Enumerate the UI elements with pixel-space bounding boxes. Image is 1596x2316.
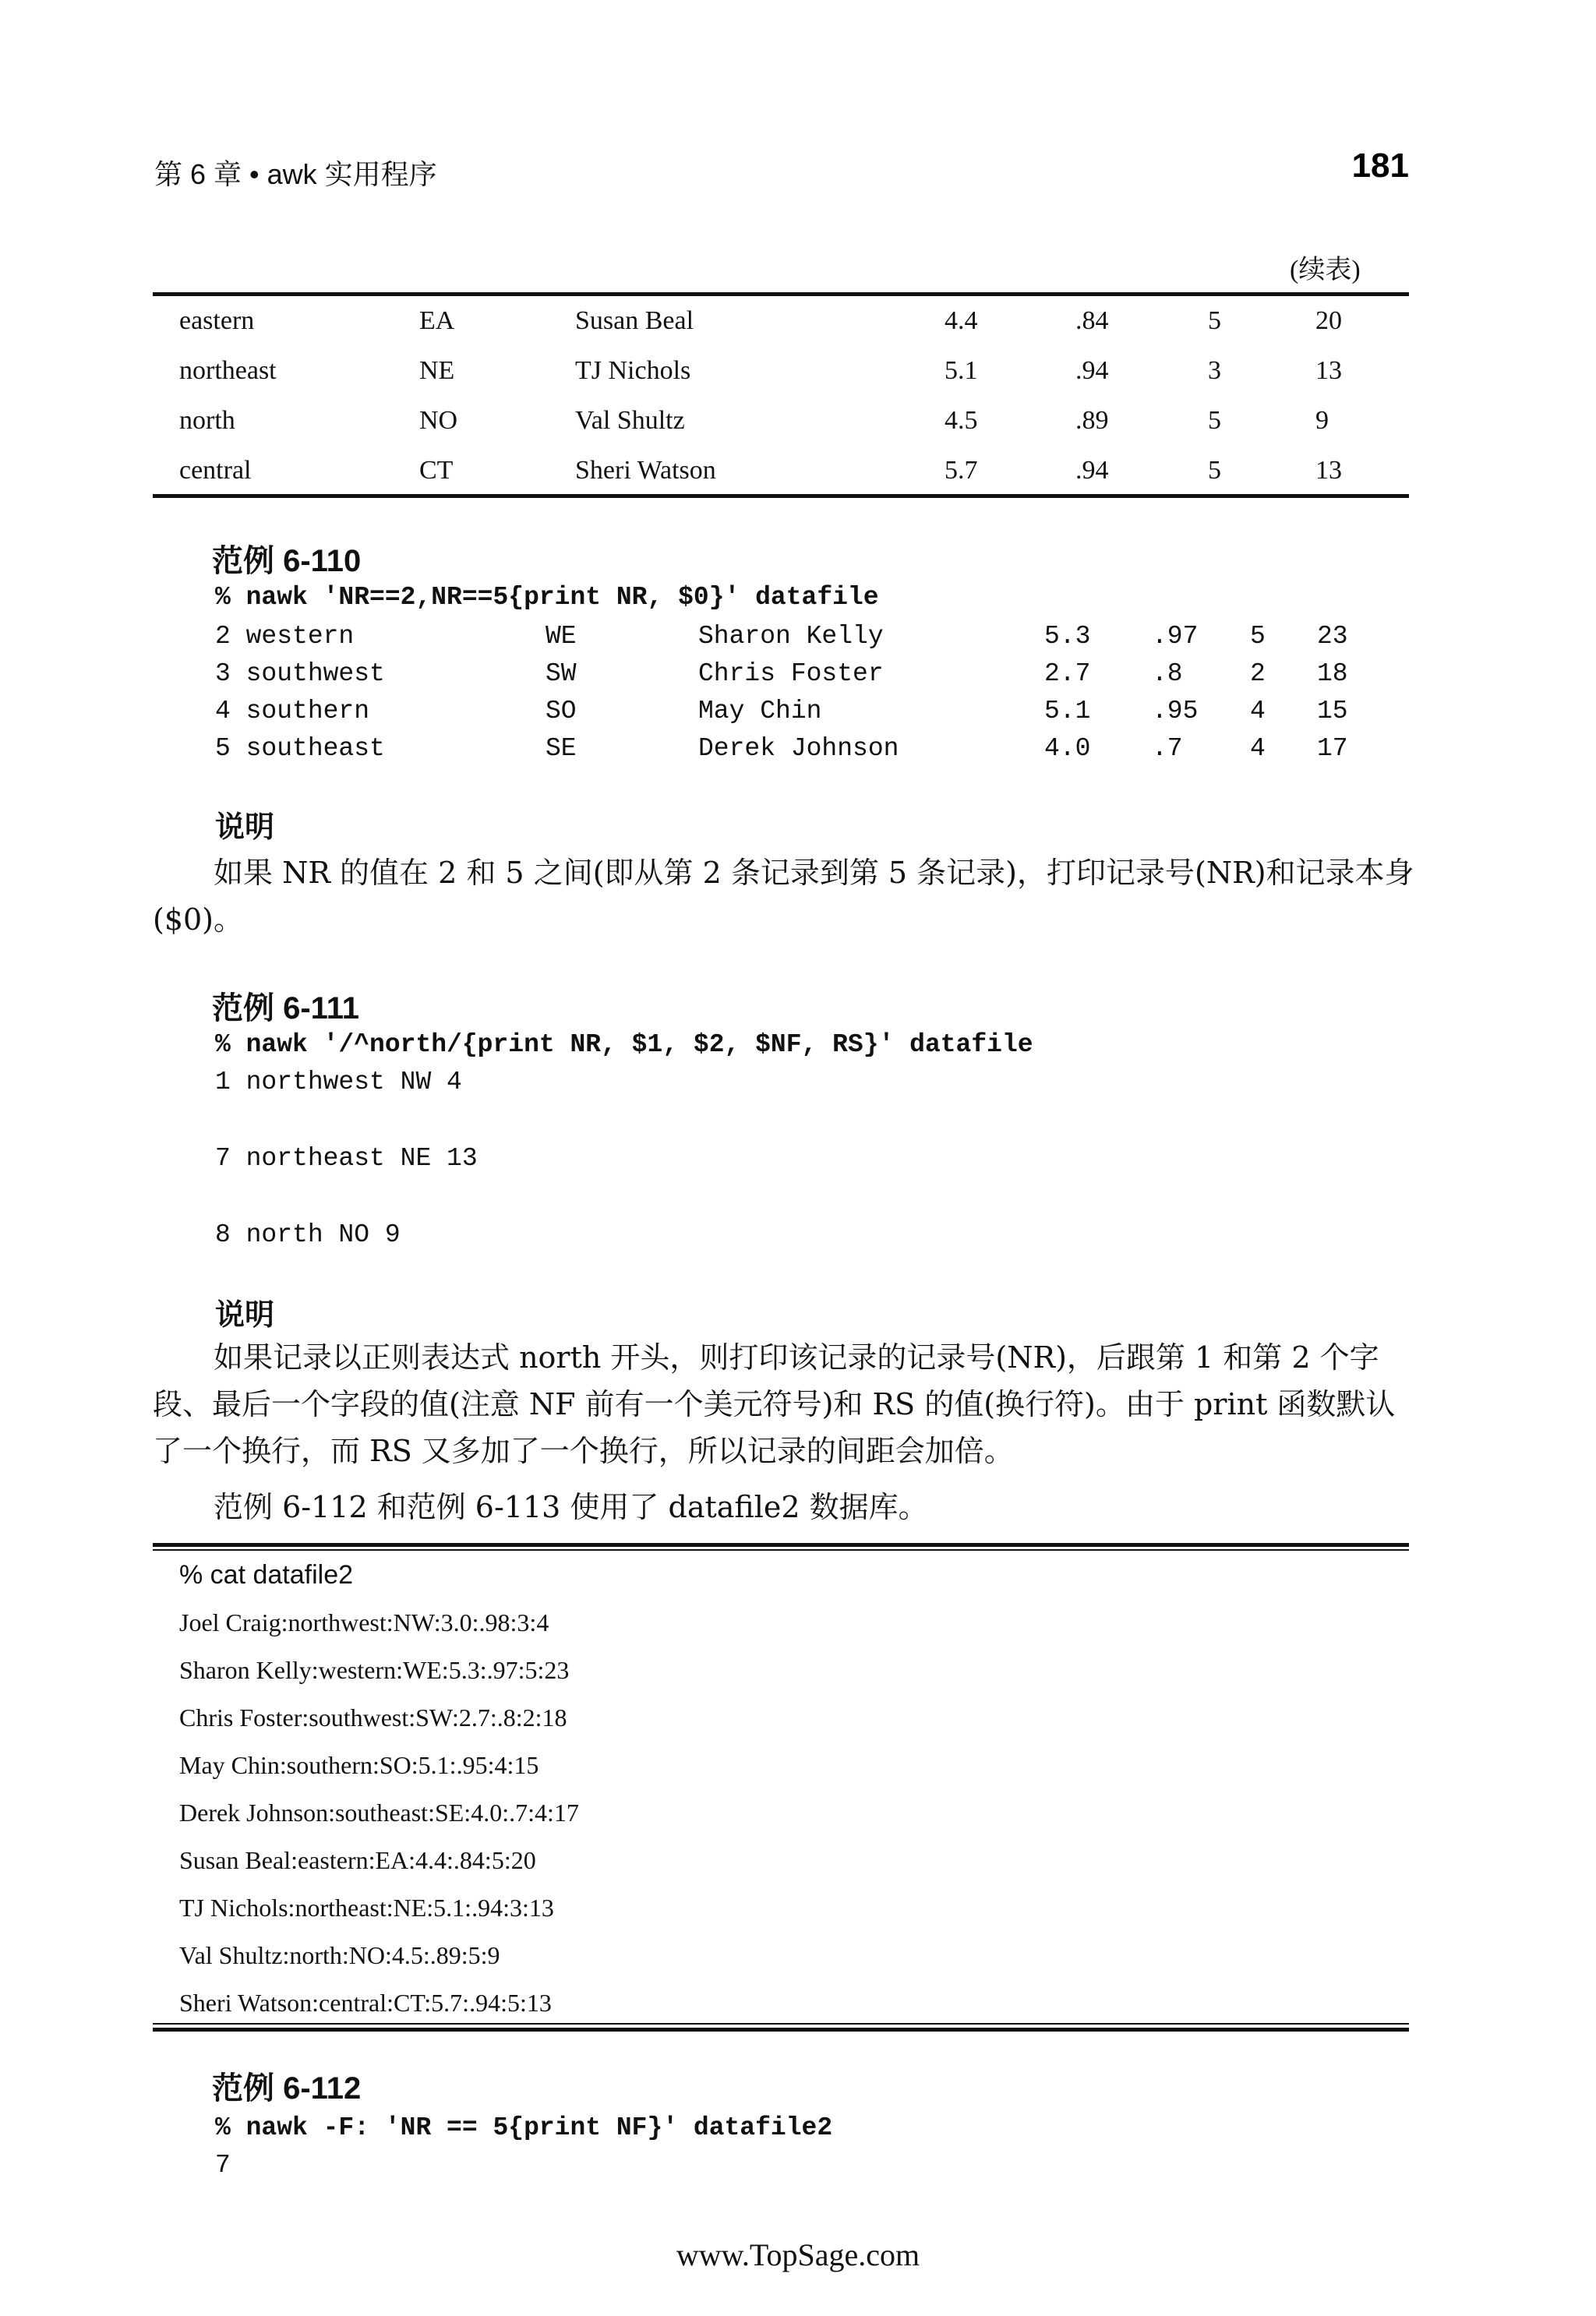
example-110-heading: 范例 6-110 <box>212 544 362 578</box>
table-cell: 4.5 <box>945 406 978 435</box>
example-110-output-cell: 4 <box>1250 697 1266 726</box>
datafile2-line: Derek Johnson:southeast:SE:4.0:.7:4:17 <box>179 1799 579 1827</box>
table-bottom-rule <box>153 494 1409 498</box>
example-111-note-heading: 说明 <box>215 1297 275 1332</box>
example-112-output: 7 <box>215 2151 231 2180</box>
example-110-output-cell: SE <box>546 734 577 763</box>
example-110-output-cell: 5.3 <box>1044 622 1091 651</box>
table-cell: 4.4 <box>945 306 978 335</box>
example-110-note-heading: 说明 <box>215 810 275 844</box>
box-top-rule <box>153 1543 1409 1547</box>
table-cell: TJ Nichols <box>575 356 691 385</box>
example-110-output-cell: 5 <box>1250 622 1266 651</box>
table-row <box>179 346 1393 396</box>
example-110-output-cell: 2 western <box>215 622 355 651</box>
table-cell: .94 <box>1075 356 1109 385</box>
datafile2-line: Val Shultz:north:NO:4.5:.89:5:9 <box>179 1941 500 1969</box>
example-111-output-line: 7 northeast NE 13 <box>215 1144 478 1173</box>
datafile2-line: Joel Craig:northwest:NW:3.0:.98:3:4 <box>179 1608 549 1636</box>
table-row <box>179 446 1393 496</box>
example-110-output-cell: .95 <box>1152 697 1199 726</box>
table-cell: Susan Beal <box>575 306 694 335</box>
table-cell: 13 <box>1315 356 1342 385</box>
table-cell: NO <box>419 406 458 435</box>
example-111-output-line: 8 north NO 9 <box>215 1220 401 1249</box>
example-110-output-cell: SO <box>546 697 577 726</box>
table-cell: 5 <box>1208 456 1221 485</box>
table-cell: 5 <box>1208 306 1221 335</box>
box-top-rule-inner <box>153 1549 1409 1551</box>
example-110-output-cell: 4 <box>1250 734 1266 763</box>
example-111-output-line: 1 northwest NW 4 <box>215 1068 462 1096</box>
table-cell: northeast <box>179 356 277 385</box>
datafile2-line: TJ Nichols:northeast:NE:5.1:.94:3:13 <box>179 1894 554 1922</box>
table-cell: 13 <box>1315 456 1342 485</box>
box-bottom-rule <box>153 2028 1409 2032</box>
datafile2-line: May Chin:southern:SO:5.1:.95:4:15 <box>179 1751 539 1779</box>
example-110-output-cell: SW <box>546 659 577 688</box>
example-110-output-cell: 2 <box>1250 659 1266 688</box>
table-row <box>179 396 1393 446</box>
example-110-output-cell: May Chin <box>698 697 822 726</box>
table-cell: .84 <box>1075 306 1109 335</box>
table-cell: EA <box>419 306 455 335</box>
table-cell: NE <box>419 356 455 385</box>
example-110-command: % nawk 'NR==2,NR==5{print NR, $0}' datafile <box>215 583 879 612</box>
example-111-heading: 范例 6-111 <box>212 991 360 1026</box>
table-cell: Sheri Watson <box>575 456 716 485</box>
table-cell: eastern <box>179 306 255 335</box>
datafile2-line: Chris Foster:southwest:SW:2.7:.8:2:18 <box>179 1703 567 1732</box>
example-110-output-cell: 5 southeast <box>215 734 385 763</box>
table-cell: north <box>179 406 235 435</box>
datafile2-box-title: % cat datafile2 <box>179 1560 354 1590</box>
chapter-header: 第 6 章 • awk 实用程序 <box>154 158 437 190</box>
example-110-output-cell: 23 <box>1317 622 1348 651</box>
example-112-command: % nawk -F: 'NR == 5{print NF}' datafile2 <box>215 2113 833 2142</box>
continued-table <box>179 296 1393 496</box>
example-110-output-cell: WE <box>546 622 577 651</box>
table-cell: 3 <box>1208 356 1221 385</box>
table-row <box>179 296 1393 346</box>
datafile2-intro-text: 范例 6-112 和范例 6-113 使用了 datafile2 数据库。 <box>214 1490 928 1524</box>
example-110-output-cell: Derek Johnson <box>698 734 899 763</box>
example-110-output-cell: 5.1 <box>1044 697 1091 726</box>
table-cell: 5.7 <box>945 456 978 485</box>
example-110-output-cell: 2.7 <box>1044 659 1091 688</box>
table-cell: CT <box>419 456 454 485</box>
example-111-note-text: 如果记录以正则表达式 north 开头，则打印该记录的记录号(NR)，后跟第 1 和第 2 个字段、最后一个字段的值(注意 NF 前有一个美元符号)和 RS 的值(换行符)。由于 print 函数默认了一个换行，而 RS 又多加了一个换行，所以记录的间距会加倍。 <box>153 1340 1396 1468</box>
example-110-output-cell: 18 <box>1317 659 1348 688</box>
example-110-output-cell: .7 <box>1152 734 1183 763</box>
datafile2-line: Sharon Kelly:western:WE:5.3:.97:5:23 <box>179 1656 570 1684</box>
page-number: 181 <box>1351 147 1409 185</box>
example-110-output-cell: .8 <box>1152 659 1183 688</box>
example-110-output-cell: 17 <box>1317 734 1348 763</box>
example-110-note-text: 如果 NR 的值在 2 和 5 之间(即从第 2 条记录到第 5 条记录)，打印记录号(NR)和记录本身($0)。 <box>153 856 1414 937</box>
example-110-output-cell: 15 <box>1317 697 1348 726</box>
table-cell: 9 <box>1315 406 1329 435</box>
example-110-output-cell: .97 <box>1152 622 1199 651</box>
datafile2-line: Susan Beal:eastern:EA:4.4:.84:5:20 <box>179 1846 536 1874</box>
box-bottom-rule-inner <box>153 2023 1409 2025</box>
table-cell: .94 <box>1075 456 1109 485</box>
example-110-output-cell: 4 southern <box>215 697 370 726</box>
example-110-output-cell: Sharon Kelly <box>698 622 884 651</box>
example-111-command: % nawk '/^north/{print NR, $1, $2, $NF, RS}' datafile <box>215 1030 1033 1059</box>
example-110-output-cell: 4.0 <box>1044 734 1091 763</box>
table-cell: 20 <box>1315 306 1342 335</box>
datafile2-line: Sheri Watson:central:CT:5.7:.94:5:13 <box>179 1989 552 2017</box>
table-cell: 5.1 <box>945 356 978 385</box>
table-cell: .89 <box>1075 406 1109 435</box>
example-112-heading: 范例 6-112 <box>212 2071 362 2106</box>
footer-url: www.TopSage.com <box>676 2237 920 2272</box>
table-cell: 5 <box>1208 406 1221 435</box>
example-110-output-cell: Chris Foster <box>698 659 884 688</box>
example-110-output-cell: 3 southwest <box>215 659 385 688</box>
table-cell: central <box>179 456 252 485</box>
table-cell: Val Shultz <box>575 406 685 435</box>
continued-label: (续表) <box>1290 256 1361 284</box>
